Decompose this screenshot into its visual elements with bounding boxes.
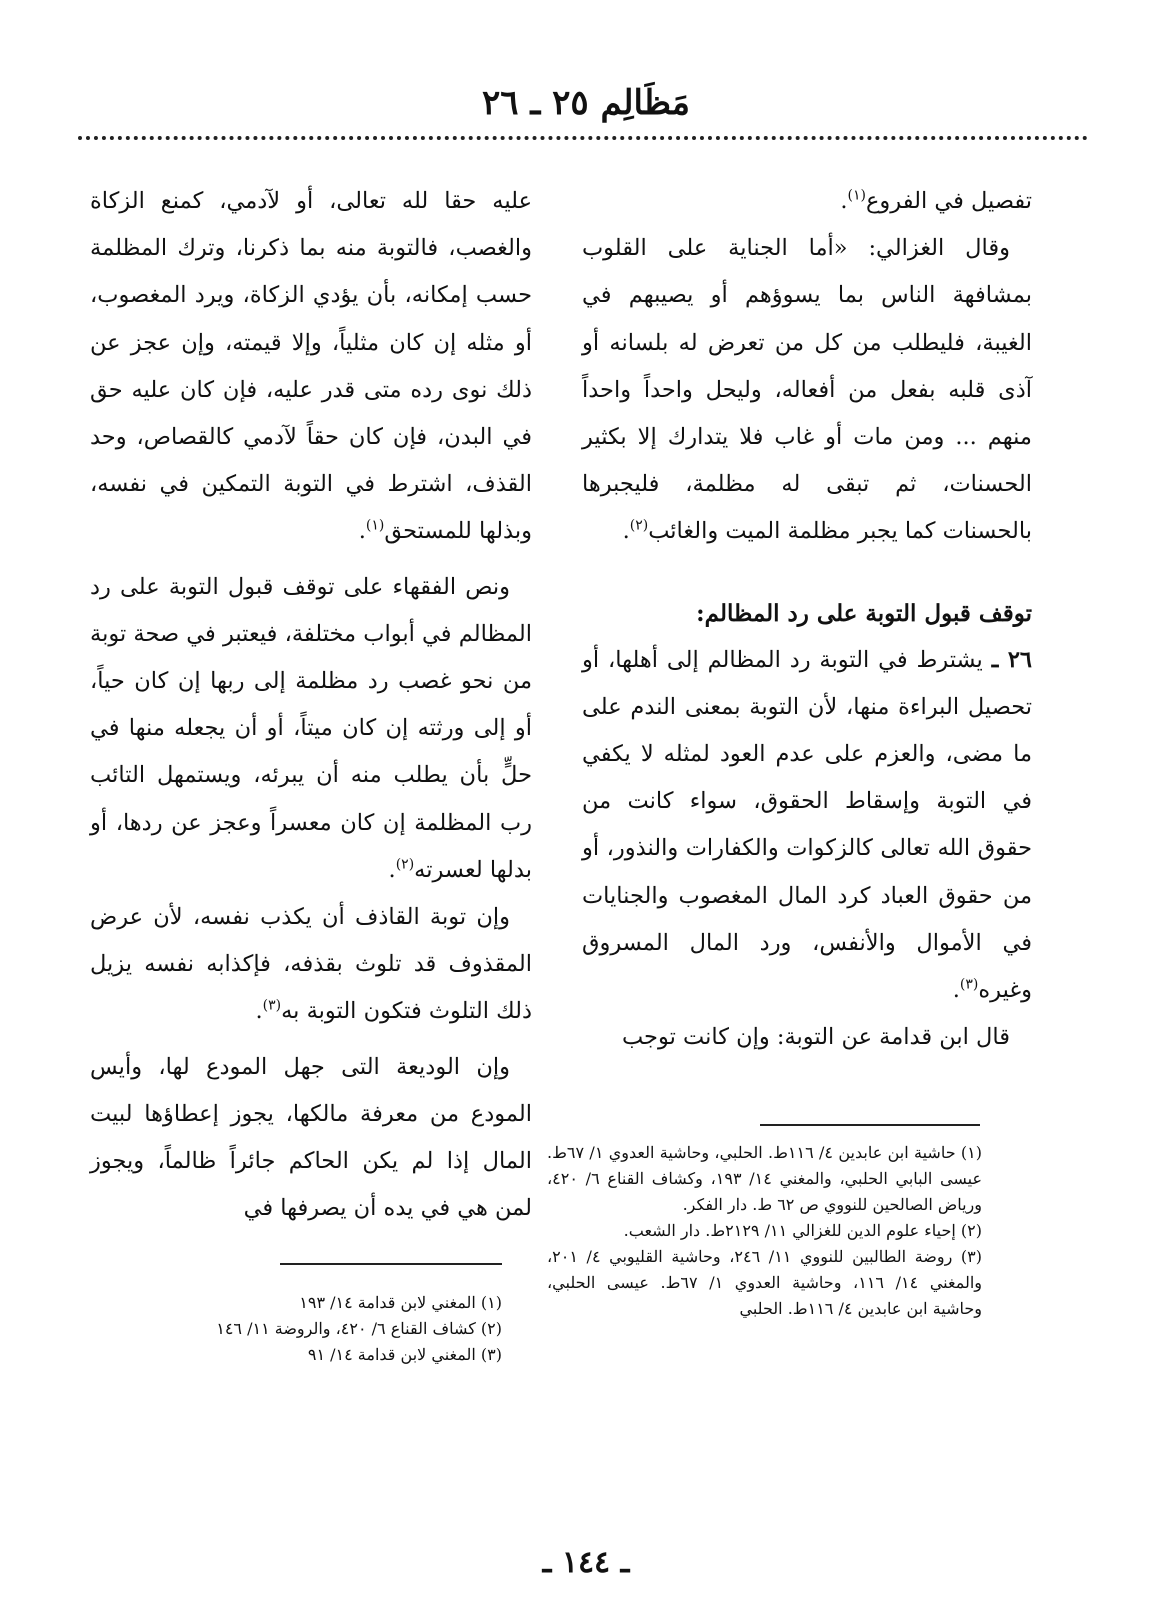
right-paragraph-2 — [582, 225, 1032, 555]
footnote-item: (٣) روضة الطالبين للنووي ١١/ ٢٤٦، وحاشية القليوبي ٤/ ٢٠١، والمغني ١٤/ ١١٦، وحاشية العدوي ١/ ٦٧ط. عيسى الحلبي، وحاشية ابن عابدين ٤/ ١١٦ط. الحلبي — [547, 1247, 983, 1318]
footnote-item: (١) حاشية ابن عابدين ٤/ ١١٦ط. الحلبي، وحاشية العدوي ١/ ٦٧ط. عيسى البابي الحلبي، والمغني ١٤/ ١٩٣، وكشاف القناع ٦/ ٤٢٠، ورياض الصالحين للنووي ص ٦٢ ط. دار الفكر. — [547, 1143, 983, 1214]
footnote-ref-2: (٢) — [629, 517, 649, 534]
left-paragraph-2 — [90, 564, 532, 894]
left-paragraph-1 — [90, 178, 532, 556]
footnote-item: (١) المغني لابن قدامة ١٤/ ١٩٣ — [299, 1293, 502, 1312]
footnote-item: (٣) المغني لابن قدامة ١٤/ ٩١ — [307, 1345, 502, 1364]
footnote-item: (٢) كشاف القناع ٦/ ٤٢٠، والروضة ١١/ ١٤٦ — [216, 1319, 502, 1338]
right-paragraph-3 — [582, 637, 1032, 1015]
right-paragraph-3-text: يشترط في التوبة رد المظالم إلى أهلها، أو تحصيل البراءة منها، لأن التوبة بمعنى الندم على ما مضى، والعزم على عدم العود لمثله لا يكفي في التوبة وإسقاط الحقوق، سواء كانت من حقوق الله تعالى كالزكوات والكفارات والنذور، أو من حقوق العباد كرد المال المغصوب والجنايات في الأموال والأنفس، ورد المال المسروق وغيره — [582, 646, 1032, 1004]
page-title: مَظَالِم ٢٥ ـ ٢٦ — [482, 83, 690, 123]
right-paragraph-1-tail: . — [840, 188, 848, 214]
footnotes-left — [82, 1290, 502, 1368]
right-paragraph-1 — [582, 178, 1032, 225]
left-paragraph-3-text: وإن توبة القاذف أن يكذب نفسه، لأن عرض المقذوف قد تلوث بقذفه، فإكذابه نفسه يزيل ذلك التلوث فتكون التوبة به — [90, 904, 532, 1025]
footnote-ref-3: (٣) — [959, 976, 979, 993]
footnote-ref-1: (١) — [847, 187, 866, 204]
left-column — [90, 178, 532, 1232]
left-paragraph-2-text: ونص الفقهاء على توقف قبول التوبة على رد المظالم في أبواب مختلفة، فيعتبر في صحة توبة من نحو غصب رد مظلمة إلى ربها إن كان حياً، أو إلى ورثته إن كان ميتاً، أو أن يجعله منها في حلٍّ بأن يطلب منه أن يبرئه، ويستمهل التائب رب المظلمة إن كان معسراً وعجز عن ردها، أو بدلها لعسرته — [90, 573, 532, 883]
left-paragraph-1-text: عليه حقا لله تعالى، أو لآدمي، كمنع الزكاة والغصب، فالتوبة منه بما ذكرنا، وترك المظلمة حسب إمكانه، بأن يؤدي الزكاة، ويرد المغصوب، أو مثله إن كان مثلياً، وإلا قيمته، وإن عجز عن ذلك نوى رده متى قدر عليه، فإن كان عليه حق في البدن، فإن كان حقاً لآدمي كالقصاص، وحد القذف، اشترط في التوبة التمكين في نفسه، وبذلها للمستحق — [90, 188, 532, 545]
header-dotted-divider — [78, 136, 1088, 140]
right-paragraph-2-tail: . — [622, 518, 630, 545]
left-footnote-ref-2: (٢) — [395, 856, 415, 873]
footnote-item: (٢) إحياء علوم الدين للغزالي ١١/ ٢١٢٩ط. دار الشعب. — [623, 1221, 982, 1240]
left-paragraph-1-tail: . — [358, 518, 366, 545]
right-paragraph-3-tail: . — [952, 977, 960, 1004]
left-paragraph-2-tail: . — [388, 856, 396, 883]
paragraph-number: ٢٦ ـ — [991, 646, 1032, 673]
left-paragraph-3-tail: . — [255, 998, 263, 1025]
left-paragraph-4: وإن الوديعة التى جهل المودع لها، وأيس المودع من معرفة مالكها، يجوز إعطاؤها لبيت المال إذا لم يكن الحاكم جائراً ظالماً، ويجوز لمن هي في يده أن يصرفها في — [90, 1053, 532, 1222]
page-number: ـ ١٤٤ ـ — [542, 1545, 630, 1580]
left-footnote-ref-1: (١) — [365, 517, 385, 534]
footnote-divider-right — [760, 1124, 980, 1126]
footnotes-right — [547, 1140, 982, 1322]
right-paragraph-1-text: تفصيل في الفروع — [866, 188, 1032, 214]
section-heading: توقف قبول التوبة على رد المظالم: — [696, 599, 1032, 627]
left-paragraph-3 — [90, 894, 532, 1036]
right-paragraph-2-text: وقال الغزالي: «أما الجناية على القلوب بمشافهة الناس بما يسوؤهم أو يصيبهم في الغيبة، فليطلب من كل من تعرض له بلسانه أو آذى قلبه بفعل من أفعاله، وليحل واحداً واحداً منهم ... ومن مات أو غاب فلا يتدارك إلا بكثير الحسنات، ثم تبقى له مظلمة، فليجبرها بالحسنات كما يجبر مظلمة الميت والغائب — [582, 235, 1032, 545]
right-column — [582, 178, 1032, 1061]
right-paragraph-4: قال ابن قدامة عن التوبة: وإن كانت توجب — [621, 1024, 1010, 1051]
footnote-divider-left — [280, 1263, 502, 1265]
left-footnote-ref-3: (٣) — [262, 997, 282, 1014]
